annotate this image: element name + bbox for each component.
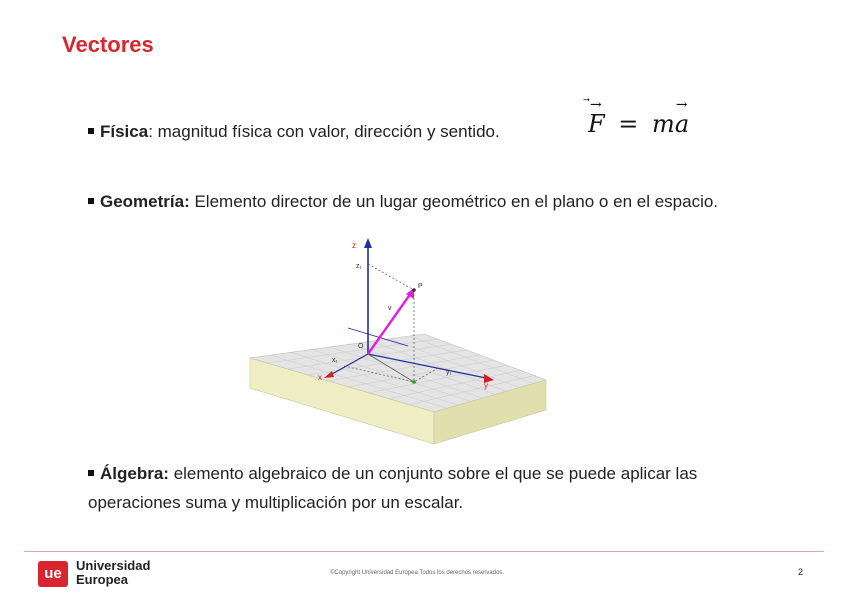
formula-m: m xyxy=(652,110,675,138)
point-projection xyxy=(412,380,416,384)
formula-equals: = xyxy=(618,110,639,138)
brand-name xyxy=(76,559,150,587)
vector-arrow-icon: → xyxy=(675,97,688,113)
point-p xyxy=(412,288,416,292)
label-x1: x₁ xyxy=(332,357,338,364)
label-o: O xyxy=(358,343,364,350)
brand-line-1: Universidad xyxy=(76,558,151,573)
bullet-text: Elemento director de un lugar geométrico en el plano o en el espacio. xyxy=(189,192,719,211)
bullet-text: elemento algebraico de un conjunto sobre el que se puede aplicar las operaciones suma y multiplicación por un escalar. xyxy=(88,464,698,512)
vector-3d-figure xyxy=(248,238,548,444)
bullet-square-icon xyxy=(88,198,94,204)
label-v: v xyxy=(388,305,392,312)
bullet-square-icon xyxy=(88,470,94,476)
label-y1: y₁ xyxy=(446,369,452,376)
bullet-algebra xyxy=(88,459,788,517)
formula-a: a xyxy=(674,110,690,138)
slide-title: Vectores xyxy=(62,32,154,57)
label-y: y xyxy=(484,381,488,390)
bullet-term: Álgebra: xyxy=(100,464,169,483)
label-z1: z₁ xyxy=(356,263,362,270)
label-x: x xyxy=(318,373,322,382)
bullet-text: : magnitud física con valor, dirección y sentido. xyxy=(148,122,500,141)
z-axis-arrow-icon xyxy=(364,238,372,248)
brand-line-2: Europea xyxy=(76,572,129,587)
bullet-term: Física xyxy=(100,122,149,141)
copyright-notice: ©Copyright Universidad Europea Todos los derechos reservados. xyxy=(330,570,505,576)
label-z: z xyxy=(352,241,356,250)
footer-divider xyxy=(24,551,824,552)
force-formula xyxy=(588,97,690,138)
bullet-square-icon xyxy=(88,128,94,134)
vector-arrow-icon: ⃗→ xyxy=(590,97,602,113)
page-number: 2 xyxy=(798,567,804,577)
university-logo-icon: ue xyxy=(38,561,68,587)
formula-f: F xyxy=(588,110,605,138)
label-p: P xyxy=(418,283,423,290)
bullet-geometria xyxy=(88,187,788,216)
bullet-term: Geometría: xyxy=(100,192,190,211)
